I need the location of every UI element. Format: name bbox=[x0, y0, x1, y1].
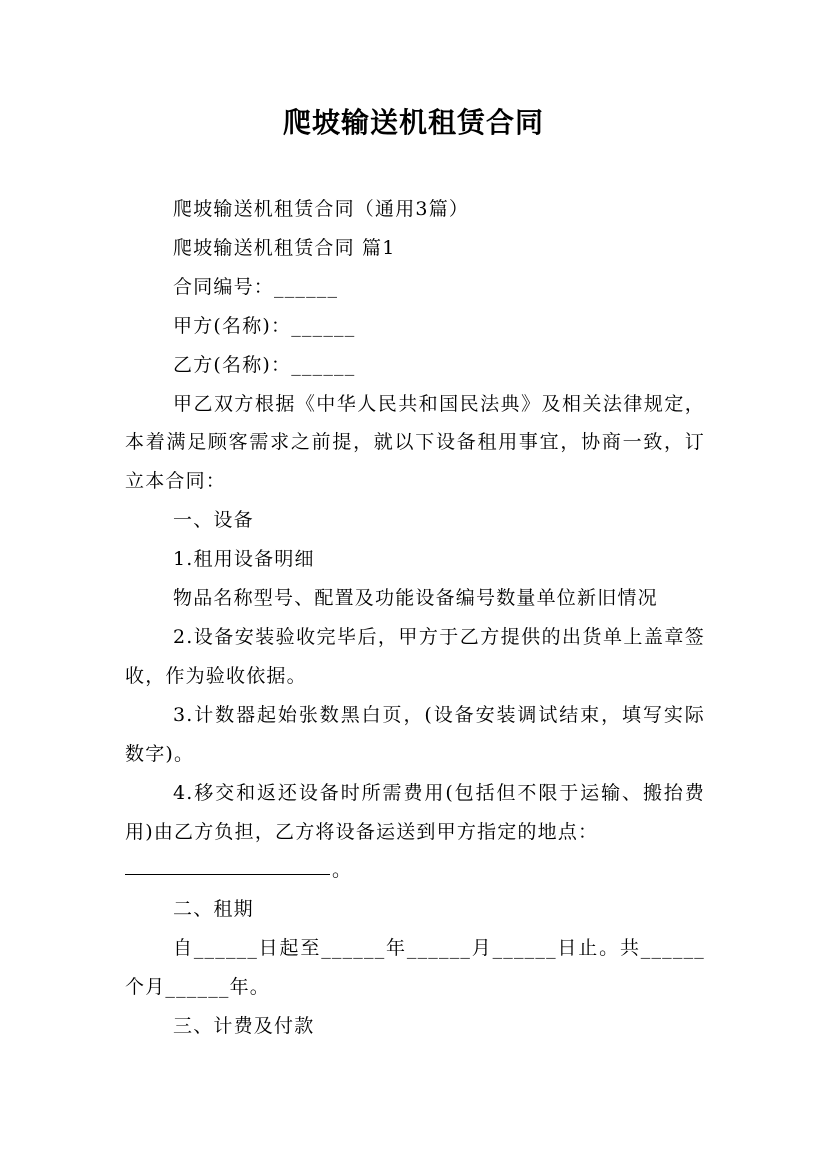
paragraph-clause-3: 3.计数器起始张数黑白页，(设备安装调试结束，填写实际数字)。 bbox=[125, 703, 705, 765]
paragraph-section-heading: 爬坡输送机租赁合同 篇1 bbox=[173, 236, 396, 259]
blank-terminator: 。 bbox=[332, 859, 353, 882]
paragraph-subtitle: 爬坡输送机租赁合同（通用3篇） bbox=[173, 198, 470, 220]
paragraph-equipment-columns: 物品名称型号、配置及功能设备编号数量单位新旧情况 bbox=[173, 587, 658, 610]
paragraph-party-a: 甲方(名称)：______ bbox=[173, 314, 356, 337]
document-title: 爬坡输送机租赁合同 bbox=[282, 106, 544, 139]
paragraph-location-blank bbox=[125, 851, 705, 890]
paragraph-heading-equipment: 一、设备 bbox=[173, 509, 254, 532]
paragraph-term-dates: 自______日起至______年______月______日止。共______个月______年。 bbox=[125, 937, 705, 999]
paragraph-party-b: 乙方(名称)：______ bbox=[173, 353, 356, 376]
paragraph-preamble: 甲乙双方根据《中华人民共和国民法典》及相关法律规定，本着满足顾客需求之前提，就以下设备租用事宜，协商一致，订立本合同： bbox=[125, 392, 705, 493]
paragraph-contract-number: 合同编号：______ bbox=[173, 275, 339, 298]
paragraph-heading-billing: 三、计费及付款 bbox=[173, 1015, 315, 1038]
document-body bbox=[125, 190, 705, 1046]
paragraph-clause-2: 2.设备安装验收完毕后，甲方于乙方提供的出货单上盖章签收，作为验收依据。 bbox=[125, 625, 705, 687]
paragraph-equipment-list-heading: 1.租用设备明细 bbox=[173, 548, 315, 571]
fill-in-blank-line bbox=[125, 874, 330, 875]
paragraph-heading-term: 二、租期 bbox=[173, 898, 254, 921]
paragraph-clause-4: 4.移交和返还设备时所需费用(包括但不限于运输、搬抬费用)由乙方负担，乙方将设备运送到甲方指定的地点： bbox=[125, 781, 705, 843]
